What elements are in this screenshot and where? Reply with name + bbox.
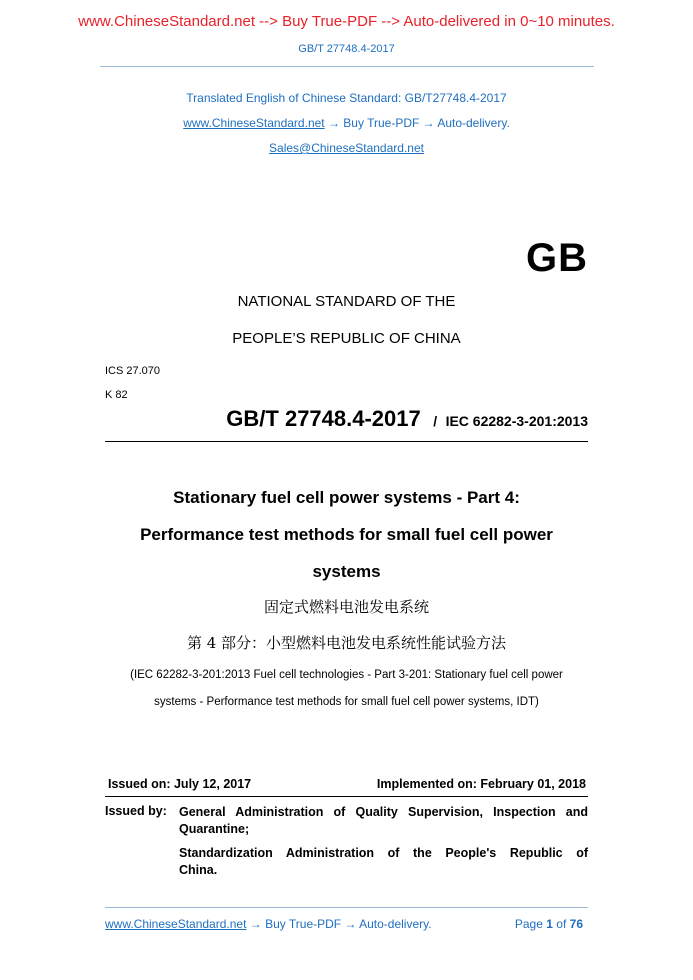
page-total: 76	[569, 917, 583, 931]
ccs-code: K 82	[105, 389, 128, 401]
footer-buy-text: → Buy True-PDF → Auto-delivery.	[246, 917, 432, 931]
title-en-line2: Performance test methods for small fuel cell power	[140, 525, 553, 544]
issuer-org2-line2: China.	[179, 863, 218, 877]
website-link[interactable]: www.ChineseStandard.net	[183, 116, 325, 130]
footer-website-link[interactable]: www.ChineseStandard.net	[105, 917, 247, 931]
buy-text: → Buy True-PDF → Auto-delivery.	[324, 116, 510, 130]
title-cn-line2: 第 4 部分：小型燃料电池发电系统性能试验方法	[186, 634, 507, 652]
issuer-org1	[179, 804, 588, 838]
translation-notice: Translated English of Chinese Standard: GB/T27748.4-2017	[186, 91, 507, 105]
header-standard-number: GB/T 27748.4-2017	[298, 43, 395, 55]
page-label: Page	[514, 917, 543, 931]
header-divider	[100, 66, 594, 67]
page-current: 1	[546, 917, 553, 931]
equivalence-line2: systems - Performance test methods for small fuel cell power systems, IDT)	[154, 696, 539, 708]
designation-main: GB/T 27748.4-2017	[226, 406, 421, 431]
issued-date: Issued on: July 12, 2017	[108, 777, 252, 791]
footer-link-line	[105, 917, 432, 931]
header-link-line	[0, 116, 693, 130]
page-of: of	[556, 917, 567, 931]
page-indicator	[515, 917, 583, 931]
implemented-date: Implemented on: February 01, 2018	[376, 777, 586, 791]
title-cn-line1: 固定式燃料电池发电系统	[263, 598, 429, 616]
issued-by-label: Issued by:	[105, 804, 167, 818]
designation-rule	[105, 441, 588, 442]
issuer-org1-line1: General Administration of Quality Supervision, Inspection and	[179, 805, 588, 819]
title-en-line3: systems	[312, 562, 381, 581]
dates-rule	[105, 796, 588, 797]
email-line	[0, 141, 693, 155]
gb-logo: GB	[526, 236, 588, 280]
ics-code: ICS 27.070	[105, 365, 161, 377]
issuer-org2-line1: Standardization Administration of the People's Republic of	[179, 846, 588, 860]
top-banner[interactable]: www.ChineseStandard.net --> Buy True-PDF --> Auto-delivered in 0~10 minutes.	[78, 13, 615, 30]
email-link[interactable]: Sales@ChineseStandard.net	[269, 141, 424, 155]
title-en-line1: Stationary fuel cell power systems - Part 4:	[173, 488, 520, 507]
issuer-org1-line2: Quarantine;	[179, 822, 250, 836]
issuer-org2	[179, 845, 588, 879]
national-standard-line1: NATIONAL STANDARD OF THE	[237, 293, 456, 310]
footer-rule	[105, 907, 588, 908]
standard-designation	[226, 406, 588, 432]
equivalence-line1: (IEC 62282-3-201:2013 Fuel cell technologies - Part 3-201: Stationary fuel cell power	[130, 669, 563, 681]
designation-iec: IEC 62282-3-201:2013	[445, 413, 588, 429]
national-standard-line2: PEOPLE’S REPUBLIC OF CHINA	[232, 330, 461, 347]
designation-separator: /	[433, 413, 438, 429]
